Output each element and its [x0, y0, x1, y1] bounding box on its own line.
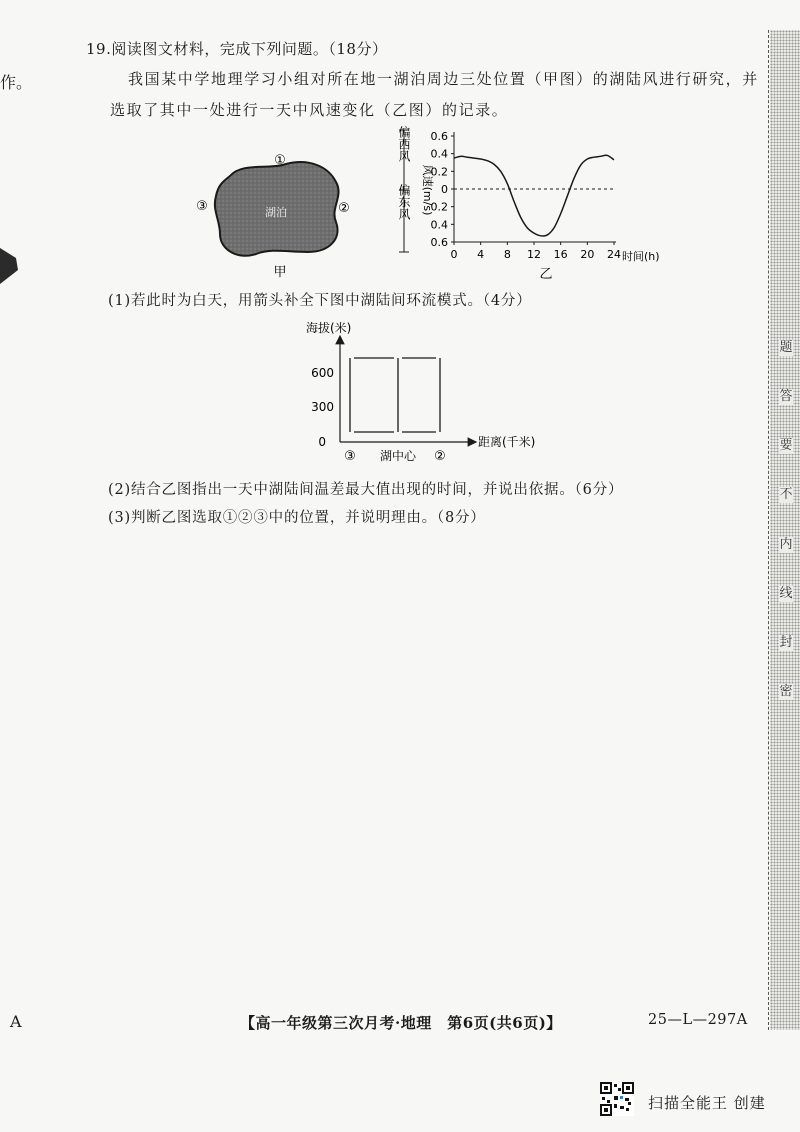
edge-letter-a: A — [10, 1012, 22, 1031]
figure-jia-lake-map — [190, 148, 370, 278]
y-tick-label: 0.2 — [430, 165, 448, 179]
x-tick-label: 8 — [503, 248, 511, 261]
x-tick-label: 12 — [527, 248, 541, 261]
question-title: 19.阅读图文材料，完成下列问题。（18分） — [86, 40, 388, 58]
y-tick-label: 0.4 — [430, 218, 448, 232]
position-2-marker: ② — [338, 201, 350, 216]
y-axis-unit-label: 风速(m/s) — [421, 164, 434, 216]
x-tick-label: 16 — [553, 248, 568, 261]
sub-question-2: (2)结合乙图指出一天中湖陆间温差最大值出现的时间，并说出依据。（6分） — [108, 482, 624, 498]
page-footer: 【高一年级第三次月考·地理 第6页(共6页)】 — [240, 1014, 562, 1032]
y-tick-300: 300 — [311, 400, 334, 414]
edge-text-fragment: 作。 — [0, 73, 33, 92]
y-tick-label: 0.6 — [430, 236, 448, 249]
distance-label: 距离(千米) — [478, 435, 536, 449]
chart-ticks — [431, 130, 622, 261]
scanner-watermark-text: 扫描全能王 创建 — [648, 1094, 766, 1112]
y-tick-600: 600 — [311, 366, 334, 380]
figure-yi-caption: 乙 — [539, 267, 553, 282]
y-tick-label: 0.6 — [430, 130, 448, 143]
sub-question-3: (3)判断乙图选取①②③中的位置，并说明理由。（8分） — [108, 510, 486, 526]
marker-3: ③ — [344, 449, 356, 464]
margin-char: 题 — [779, 340, 793, 355]
altitude-label: 海拔(米) — [306, 321, 352, 335]
question-paragraph-line1: 我国某中学地理学习小组对所在地一湖泊周边三处位置（甲图）的湖陆风进行研究，并 — [128, 70, 759, 88]
lake-label: 湖泊 — [265, 206, 287, 219]
x-tick-label: 4 — [477, 248, 485, 261]
binding-clip-mark — [0, 240, 20, 290]
margin-char: 答 — [779, 389, 793, 405]
figure-yi-wind-chart — [388, 122, 670, 282]
x-tick-label: 20 — [580, 248, 595, 261]
position-1-marker: ① — [274, 153, 286, 168]
label-easterly: 偏东风 — [397, 184, 411, 220]
y-tick-label: 0 — [441, 183, 448, 196]
margin-char: 封 — [779, 634, 793, 650]
margin-char: 要 — [779, 438, 793, 454]
figure-lake-land-circulation — [296, 318, 546, 468]
marker-2: ② — [434, 449, 446, 464]
y-tick-0: 0 — [318, 435, 326, 449]
figure-jia-caption: 甲 — [273, 265, 287, 278]
position-3-marker: ③ — [196, 199, 208, 214]
exam-code: 25—L—297A — [648, 1012, 748, 1028]
chart-axes — [454, 132, 616, 242]
margin-char: 不 — [779, 487, 793, 503]
margin-char: 密 — [779, 683, 793, 699]
x-axis-label: 时间(h) — [622, 250, 660, 263]
x-tick-label: 24 — [607, 248, 621, 261]
question-paragraph-line2: 选取了其中一处进行一天中风速变化（乙图）的记录。 — [110, 101, 509, 119]
binding-dashed-line — [768, 30, 769, 1030]
margin-char: 线 — [779, 585, 793, 601]
sub-question-1: (1)若此时为白天，用箭头补全下图中湖陆间环流模式。（4分） — [108, 293, 532, 309]
label-westerly: 偏西风 — [397, 126, 411, 162]
y-tick-label: 0.2 — [430, 200, 448, 214]
x-tick-label: 0 — [450, 248, 458, 261]
lake-center-label: 湖中心 — [379, 449, 417, 463]
binding-margin-text — [778, 340, 794, 700]
y-tick-label: 0.4 — [430, 147, 448, 161]
wind-speed-series-line — [454, 155, 614, 236]
qr-code-icon — [600, 1082, 634, 1116]
margin-char: 内 — [779, 536, 793, 552]
